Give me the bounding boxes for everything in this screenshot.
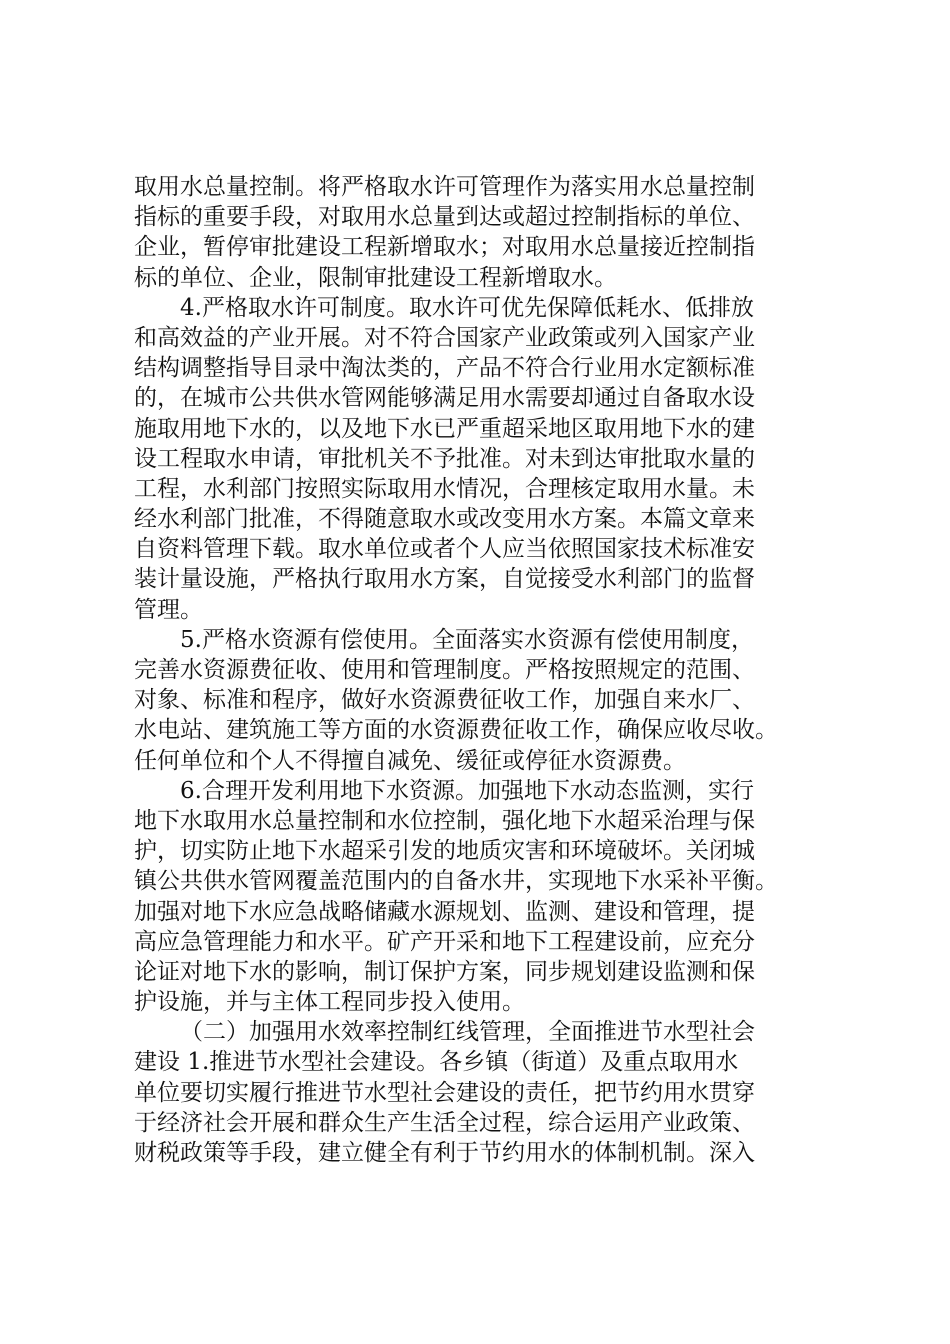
text-line: 加强对地下水应急战略储藏水源规划、监测、建设和管理，提 — [134, 898, 755, 925]
text-line: 经水利部门批准，不得随意取水或改变用水方案。本篇文章来 — [134, 506, 755, 533]
paragraph-6-groundwater — [134, 776, 834, 1018]
text-line: 镇公共供水管网覆盖范围内的自备水井，实现地下水采补平衡。 — [134, 868, 778, 895]
text-line: 高应急管理能力和水平。矿产开采和地下工程建设前，应充分 — [134, 928, 755, 955]
text-line: 任何单位和个人不得擅自减免、缓征或停征水资源费。 — [134, 747, 686, 774]
text-line: 施取用地下水的，以及地下水已严重超采地区取用地下水的建 — [134, 415, 755, 442]
paragraph-water-total-control — [134, 172, 834, 293]
text-line: 的，在城市公共供水管网能够满足用水需要却通过自备取水设 — [134, 385, 755, 412]
text-line: 和高效益的产业开展。对不符合国家产业政策或列入国家产业 — [134, 324, 755, 351]
text-line: 工程，水利部门按照实际取用水情况，合理核定取用水量。未 — [134, 475, 755, 502]
text-line: 指标的重要手段，对取用水总量到达或超过控制指标的单位、 — [134, 204, 755, 231]
text-line: 取用水总量控制。将严格取水许可管理作为落实用水总量控制 — [134, 174, 755, 200]
text-line: 装计量设施，严格执行取用水方案，自觉接受水利部门的监督 — [134, 566, 755, 593]
text-line: 完善水资源费征收、使用和管理制度。严格按照规定的范围、 — [134, 657, 755, 683]
document-body — [134, 172, 834, 1168]
text-line: 于经济社会开展和群众生产生活全过程，综合运用产业政策、 — [134, 1109, 755, 1136]
text-line: 护设施，并与主体工程同步投入使用。 — [134, 989, 525, 1016]
text-line: 企业，暂停审批建设工程新增取水；对取用水总量接近控制指 — [134, 234, 755, 261]
text-line: 论证对地下水的影响，制订保护方案，同步规划建设监测和保 — [134, 958, 755, 985]
paragraph-5-paid-use — [134, 625, 834, 776]
text-line: 管理。 — [134, 596, 203, 623]
text-line: 建设 1.推进节水型社会建设。各乡镇（街道）及重点取用水 — [134, 1049, 739, 1076]
text-line: （二）加强用水效率控制红线管理，全面推进节水型社会 — [180, 1019, 755, 1046]
text-line: 结构调整指导目录中淘汰类的，产品不符合行业用水定额标准 — [134, 355, 755, 382]
text-line: 标的单位、企业，限制审批建设工程新增取水。 — [134, 264, 617, 291]
text-line: 财税政策等手段，建立健全有利于节约用水的体制机制。深入 — [134, 1140, 755, 1166]
text-line: 单位要切实履行推进节水型社会建设的责任，把节约用水贯穿 — [134, 1079, 755, 1106]
text-line: 地下水取用水总量控制和水位控制，强化地下水超采治理与保 — [134, 807, 755, 834]
text-line: 5.严格水资源有偿使用。全面落实水资源有偿使用制度， — [180, 626, 754, 653]
text-line: 对象、标准和程序，做好水资源费征收工作，加强自来水厂、 — [134, 687, 755, 714]
text-line: 自资料管理下载。取水单位或者个人应当依照国家技术标准安 — [134, 536, 755, 563]
paragraph-section-2 — [134, 1017, 834, 1168]
text-line: 4.严格取水许可制度。取水许可优先保障低耗水、低排放 — [180, 294, 754, 321]
text-line: 设工程取水申请，审批机关不予批准。对未到达审批取水量的 — [134, 445, 755, 472]
text-line: 水电站、建筑施工等方面的水资源费征收工作，确保应收尽收。 — [134, 717, 778, 744]
text-line: 6.合理开发利用地下水资源。加强地下水动态监测，实行 — [180, 777, 754, 804]
text-line: 护，切实防止地下水超采引发的地质灾害和环境破坏。关闭城 — [134, 838, 755, 865]
paragraph-4-permit-system — [134, 293, 834, 625]
